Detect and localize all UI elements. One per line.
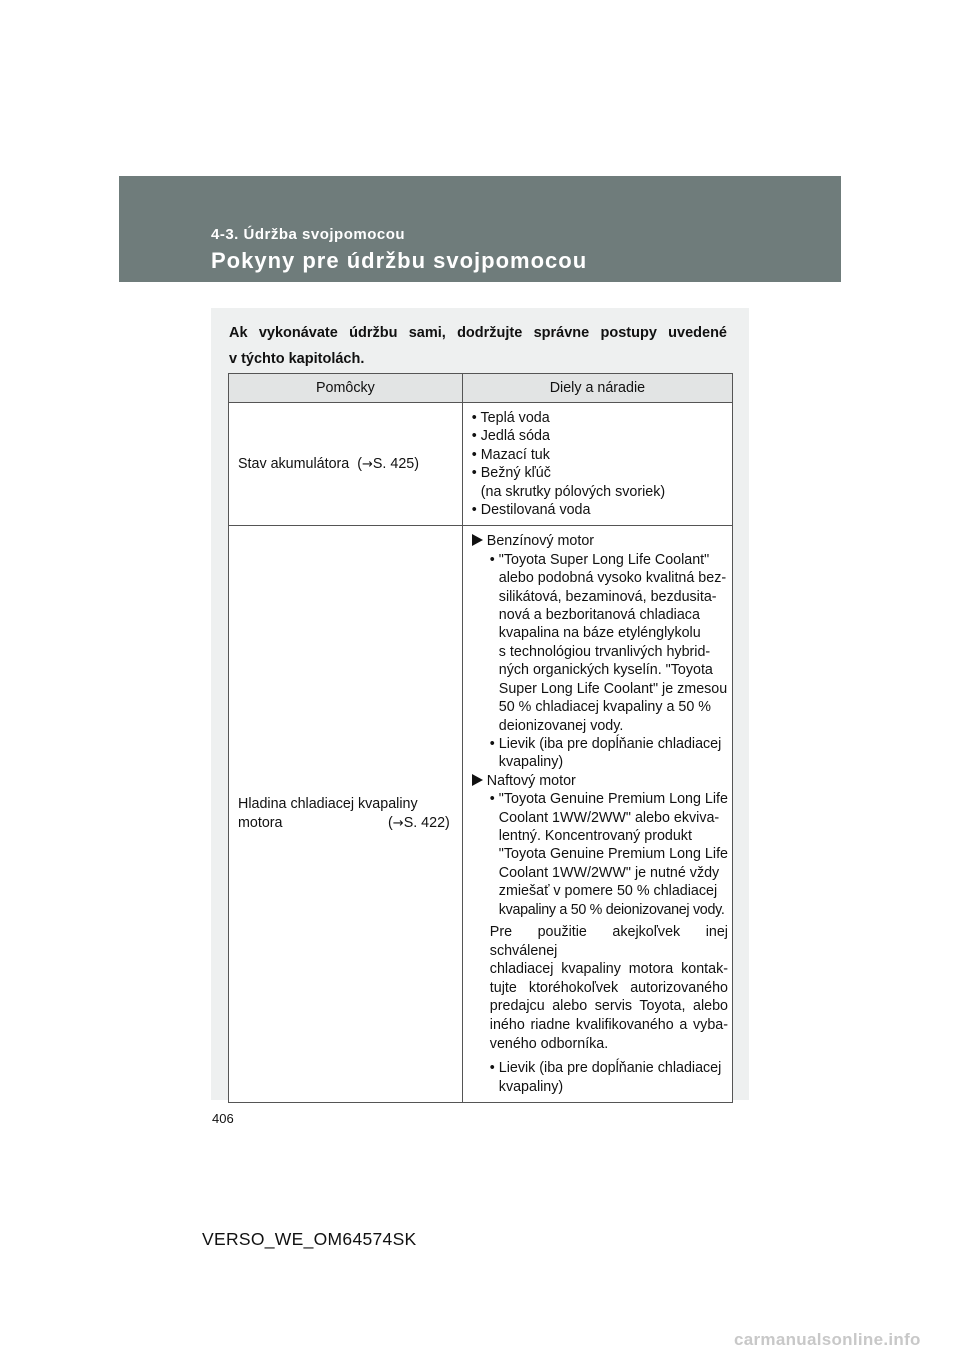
petrol-line: silikátová, bezaminová, bezdusita-	[498, 588, 717, 605]
page-title: Pokyny pre údržbu svojpomocou	[211, 248, 588, 273]
coolant-label-line-1: Hladina chladiacej kvapaliny	[238, 796, 418, 813]
diesel-line: Coolant 1WW/2WW" je nutné vždy	[498, 864, 720, 881]
petrol-heading-text: Benzínový motor	[486, 533, 595, 550]
list-item: (na skrutky pólových svoriek)	[480, 483, 666, 500]
diesel-heading	[472, 772, 728, 790]
header-parts: Diely a náradie	[462, 374, 732, 403]
funnel-line: • Lievik (iba pre dopĺňanie chladiacej	[489, 1060, 722, 1077]
intro-line-1: Ak vykonávate údržbu sami, dodržujte správne postupy uvedené	[229, 325, 727, 341]
coolant-label-motor: motora	[238, 814, 283, 831]
diesel-line: Coolant 1WW/2WW" alebo ekviva-	[498, 809, 720, 826]
diesel-line: "Toyota Genuine Premium Long Life	[498, 846, 728, 863]
list-item: • Jedlá sóda	[471, 428, 550, 445]
note-line: tujte ktoréhokoľvek autorizovaného	[489, 979, 728, 996]
section-label: 4-3. Údržba svojpomocou	[211, 226, 406, 243]
note-line: chladiacej kvapaliny motora kontak-	[489, 961, 728, 978]
petrol-line: ných organických kyselín. "Toyota	[498, 662, 713, 679]
document-code: VERSO_WE_OM64574SK	[202, 1229, 417, 1249]
watermark: carmanualsonline.info	[734, 1330, 921, 1349]
petrol-line: Super Long Life Coolant" je zmesou	[498, 680, 728, 697]
petrol-line: kvapalina na báze etylénglykolu	[498, 625, 701, 642]
triangle-bullet-icon	[472, 774, 483, 786]
note-line: Pre použitie akejkoľvek inej schválenej	[489, 923, 728, 959]
petrol-line: kvapaliny)	[498, 754, 564, 771]
page-number: 406	[212, 1111, 234, 1126]
petrol-line: deionizovanej vody.	[498, 717, 624, 734]
funnel-line: kvapaliny)	[498, 1078, 564, 1095]
battery-paren: (	[357, 455, 362, 472]
intro-line-2: v týchto kapitolách.	[229, 351, 365, 367]
table-row-battery	[229, 403, 733, 526]
diesel-line: lentný. Koncentrovaný produkt	[498, 827, 692, 844]
intro-text	[229, 320, 727, 372]
coolant-label-line-2	[238, 814, 450, 833]
triangle-bullet-icon	[472, 534, 483, 546]
battery-items-cell	[462, 403, 732, 526]
note-line: veného odborníka.	[489, 1035, 609, 1052]
petrol-line: alebo podobná vysoko kvalitná bez-	[498, 570, 727, 587]
battery-label: Stav akumulátora	[238, 455, 350, 472]
battery-label-cell	[229, 403, 463, 526]
petrol-line: • Lievik (iba pre dopĺňanie chladiacej	[489, 735, 722, 752]
coolant-label-cell	[229, 526, 463, 1103]
content-panel	[211, 308, 749, 1100]
petrol-line: • "Toyota Super Long Life Coolant"	[489, 551, 710, 568]
coolant-paren: (	[388, 814, 393, 831]
coolant-ref-group	[388, 814, 450, 833]
list-item: • Mazací tuk	[471, 446, 550, 463]
table-header-row	[229, 374, 733, 403]
coolant-ref: S. 422)	[403, 814, 450, 831]
tools-table	[228, 373, 733, 1103]
note-line: iného riadne kvalifikovaného a vyba-	[489, 1016, 728, 1033]
list-item: • Bežný kľúč	[471, 465, 551, 482]
approval-note	[472, 923, 728, 1053]
table-row-coolant	[229, 526, 733, 1103]
coolant-items-cell	[462, 526, 732, 1103]
diesel-line: zmiešať v pomere 50 % chladiacej	[498, 883, 718, 900]
page-ref-arrow-icon: →	[392, 815, 404, 831]
list-item: • Destilovaná voda	[471, 502, 591, 519]
list-item: • Teplá voda	[471, 410, 550, 426]
header-tools: Pomôcky	[229, 374, 463, 403]
diesel-line: • "Toyota Genuine Premium Long Life	[489, 791, 728, 808]
battery-ref: S. 425)	[372, 455, 419, 472]
petrol-line: s technológiou trvanlivých hybrid-	[498, 643, 711, 660]
petrol-heading	[472, 532, 728, 550]
petrol-line: 50 % chladiacej kvapaliny a 50 %	[498, 699, 711, 716]
diesel-line: kvapaliny a 50 % deionizovanej vody.	[498, 901, 725, 918]
diesel-heading-text: Naftový motor	[486, 772, 576, 789]
petrol-line: nová a bezboritanová chladiaca	[498, 607, 700, 624]
chapter-header	[119, 176, 841, 282]
page-ref-arrow-icon: →	[361, 456, 373, 472]
note-line: predajcu alebo servis Toyota, alebo	[489, 998, 728, 1015]
